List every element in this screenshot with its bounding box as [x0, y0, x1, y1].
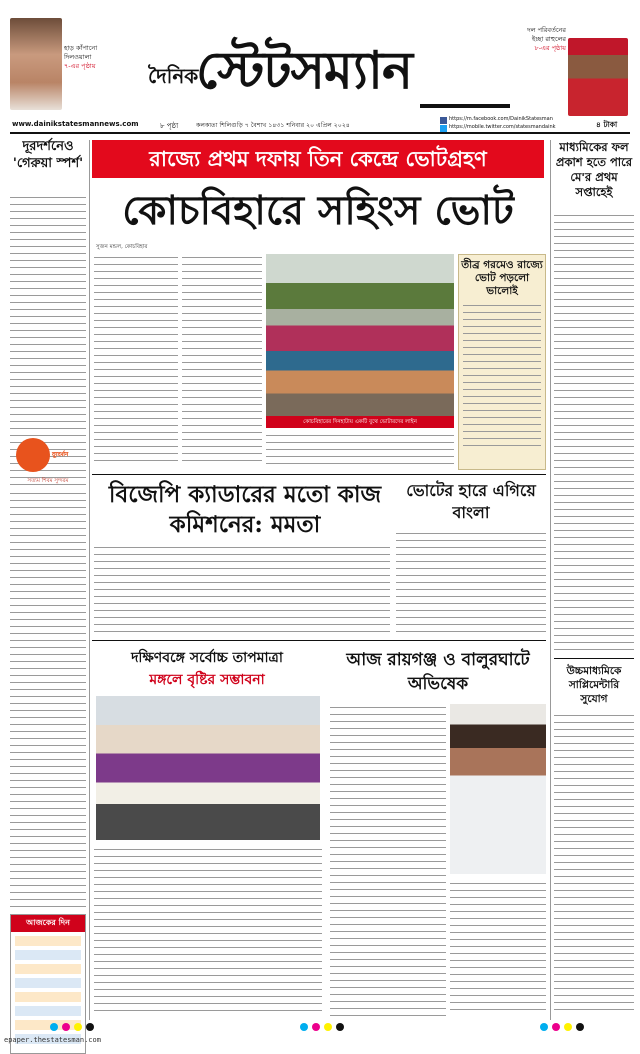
masthead-underline — [420, 104, 510, 108]
heat-photo — [96, 696, 320, 840]
paper-prefix: দৈনিক — [148, 64, 199, 88]
abhishek-headline: আজ রায়গঞ্জ ও বালুরঘাটে অভিষেক — [346, 650, 530, 694]
teaser-right-photo — [568, 38, 628, 116]
right-section-rule — [554, 658, 634, 659]
second-story-text — [94, 544, 390, 634]
color-dot — [540, 1023, 548, 1031]
left-column-divider — [89, 140, 90, 1020]
weather-title: আজকের দিন — [11, 915, 85, 932]
color-dot — [576, 1023, 584, 1031]
teaser-left-text: হাড় কাঁপানো দিলওয়ালা ৭-এর পৃষ্ঠায় — [64, 44, 98, 70]
heat-headline: দক্ষিণবঙ্গে সর্বোচ্চ তাপমাত্রা — [131, 650, 283, 666]
right-headline: মাধ্যমিকের ফল প্রকাশ হতে পারে মে'র প্রথম সপ্তাহেই — [555, 140, 633, 199]
weather-box — [10, 914, 86, 1054]
color-dot — [300, 1023, 308, 1031]
banner-headline: রাজ্যে প্রথম দফায় তিন কেন্দ্রে ভোটগ্রহণ — [149, 146, 487, 171]
side-story-headline: তীব্র গরমেও রাজ্যে ভোট পড়লো ভালোই — [461, 259, 543, 297]
color-dot — [324, 1023, 332, 1031]
vote-story-text — [396, 530, 546, 634]
edition-line: কলকাতা শিলিগুড়ি ৭ বৈশাখ ১৪৩১ শনিবার ২০ এপ্রিল ২০২৪ — [196, 122, 350, 129]
doordarshan-logo-text: दूरदर्शन — [52, 451, 69, 458]
heat-subheadline: মঙ্গলে বৃষ্টির সম্ভাবনা — [149, 672, 265, 688]
registration-marks — [0, 1022, 640, 1032]
photo-caption: কোচবিহারের দিনহাটায় একটি বুথে ভোটারদের লাইন — [266, 416, 454, 428]
facebook-icon[interactable] — [440, 117, 447, 124]
color-dot — [74, 1023, 82, 1031]
lead-story-text — [94, 254, 178, 462]
price: ৪ টাকা — [596, 120, 618, 129]
color-dot — [552, 1023, 560, 1031]
masthead — [0, 0, 640, 130]
abhishek-story-text-2 — [450, 880, 546, 1016]
left-column — [10, 138, 86, 1028]
main-banner — [92, 140, 544, 178]
website-link[interactable]: www.dainikstatesmannews.com — [12, 120, 139, 128]
lead-byline: সুজন মন্ডল, কোচবিহার — [96, 244, 148, 250]
twitter-link[interactable]: https://mobile.twitter.com/statesmandaink — [449, 124, 556, 130]
lead-photo — [266, 254, 454, 416]
facebook-link[interactable]: https://m.facebook.com/DainikStatesman — [449, 116, 553, 122]
side-story-box — [458, 254, 546, 470]
doordarshan-tagline: সত্যম শিবম সুন্দরম — [27, 478, 69, 484]
color-dot — [62, 1023, 70, 1031]
color-dot — [86, 1023, 94, 1031]
color-dot — [312, 1023, 320, 1031]
lead-story-text-c — [266, 432, 454, 470]
abhishek-photo — [450, 704, 546, 874]
page-count: ৮ পৃষ্ঠা — [160, 122, 179, 130]
hs-story-text — [554, 712, 634, 1016]
lead-headline: কোচবিহারে সহিংস ভোট — [122, 187, 514, 234]
paper-name: স্টেটসম্যান — [196, 40, 413, 101]
twitter-icon[interactable] — [440, 125, 447, 132]
color-dot — [564, 1023, 572, 1031]
color-dot — [336, 1023, 344, 1031]
second-headline: বিজেপি ক্যাডারের মতো কাজ কমিশনের: মমতা — [108, 481, 382, 538]
color-dot — [50, 1023, 58, 1031]
left-story-text-2 — [10, 490, 86, 910]
side-story-text — [463, 302, 541, 450]
lead-story-text-b — [182, 254, 262, 462]
doordarshan-logo — [16, 438, 50, 472]
hs-headline: উচ্চমাধ্যমিকে সাপ্লিমেন্টারি সুযোগ — [566, 665, 622, 705]
right-column-divider — [550, 140, 551, 1020]
vote-headline: ভোটের হারে এগিয়ে বাংলা — [406, 481, 536, 522]
left-headline: দূরদর্শনেও 'গেরুয়া স্পর্শ' — [12, 139, 84, 171]
heat-story-text — [94, 846, 322, 1016]
abhishek-story-text — [330, 704, 446, 1016]
masthead-rule — [10, 132, 630, 134]
teaser-right-text: দল পরিবর্তনের ইচ্ছা রাহুলের ৮-এর পৃষ্ঠায় — [527, 26, 566, 52]
right-story-text — [554, 212, 634, 654]
section-rule-1 — [92, 474, 546, 475]
teaser-left-photo — [10, 18, 62, 110]
section-rule-2 — [92, 640, 546, 641]
epaper-link[interactable]: epaper.thestatesman.com — [4, 1036, 101, 1044]
